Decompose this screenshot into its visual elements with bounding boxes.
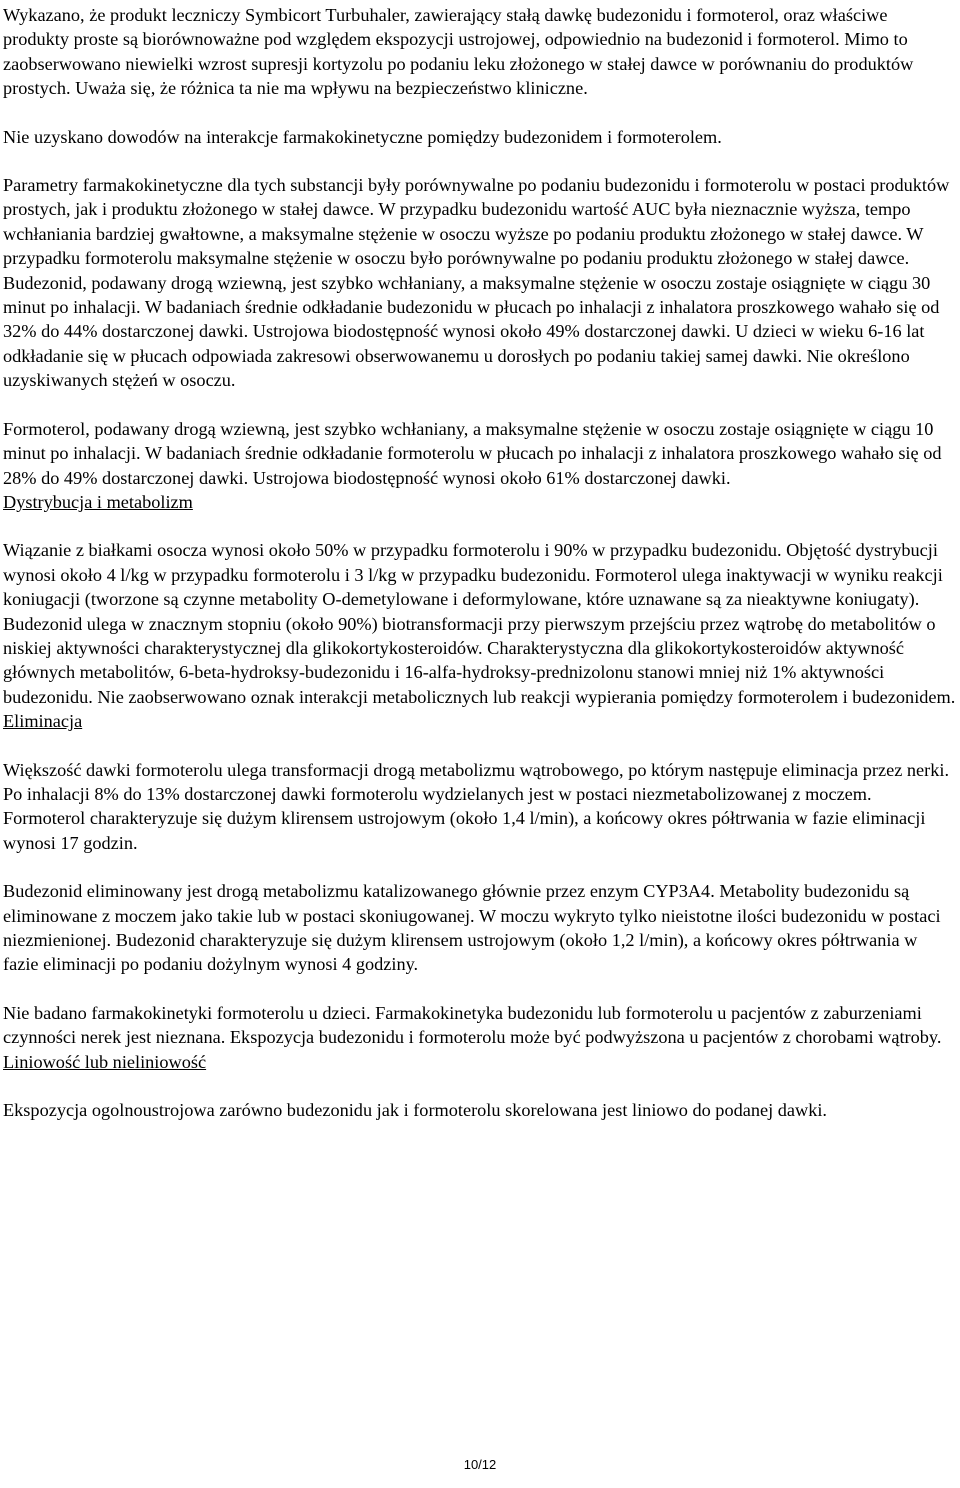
paragraph-elimination-budesonide: Budezonid eliminowany jest drogą metabolizmu katalizowanego głównie przez enzym CYP3A4. Metabolity budezonidu są eliminowane z moczem jako takie lub w postaci skoniugowanej. W moczu wykryto tylko nieistotne ilości budezonidu w postaci niezmienionej. Budezonid charakteryzuje się dużym klirensem ustrojowym (około 1,2 l/min), a końcowy okres półtrwania w fazie eliminacji po podaniu dożylnym wynosi 4 godziny. — [3, 881, 941, 975]
paragraph-elimination-formoterol: Większość dawki formoterolu ulega transformacji drogą metabolizmu wątrobowego, po którym następuje eliminacja przez nerki. Po inhalacji 8% do 13% dostarczonej dawki formoterolu wydzielanych jest w postaci niezmetabolizowanej z moczem. Formoterol charakteryzuje się dużym klirensem ustrojowym (około 1,4 l/min), a końcowy okres półtrwania w fazie eliminacji wynosi 17 godzin. — [3, 759, 950, 853]
paragraph-special-populations: Nie badano farmakokinetyki formoterolu u dzieci. Farmakokinetyka budezonidu lub formoterolu u pacjentów z zaburzeniami czynności nerek jest nieznana. Ekspozycja budezonidu i formoterolu może być podwyższona u pacjentów z chorobami wątroby. — [3, 1002, 942, 1048]
paragraph-distribution-metabolism: Wiązanie z białkami osocza wynosi około 50% w przypadku formoterolu i 90% w przypadku budezonidu. Objętość dystrybucji wynosi około 4 l/kg w przypadku formoterolu i 3 l/kg w przypadku budezonidu. Formoterol ulega inaktywacji w wyniku reakcji koniugacji (tworzone są czynne metabolity O-demetylowane i deformylowane, które uznawane są za nieaktywne koniugaty). Budezonid ulega w znacznym stopniu (około 90%) biotransformacji przy pierwszym przejściu przez wątrobę do metabolitów o niskiej aktywności charakterystycznej dla glikokortykosteroidów. Charakterystyczna dla glikokortykosteroidów aktywność głównych metabolitów, 6-beta-hydroksy-budezonidu i 16-alfa-hydroksy-prednizolonu stanowi mniej niż 1% aktywności budezonidu. Nie zaobserwowano oznak interakcji metabolicznych lub reakcji wypierania pomiędzy formoterolem i budezonidem. — [3, 540, 956, 707]
paragraph-bioequivalence: Wykazano, że produkt leczniczy Symbicort Turbuhaler, zawierający stałą dawkę budezonidu i formoterol, oraz właściwe produkty proste są biorównoważne pod względem ekspozycji ustrojowej, odpowiednio na budezonid i formoterol. Mimo to zaobserwowano niewielki wzrost supresji kortyzolu po podaniu leku złożonego w stałej dawce w porównaniu do produktów prostych. Uważa się, że różnica ta nie ma wpływu na bezpieczeństwo kliniczne. — [3, 5, 914, 99]
heading-distribution-metabolism: Dystrybucja i metabolizm — [3, 491, 193, 512]
heading-linearity: Liniowość lub nieliniowość — [3, 1051, 207, 1072]
heading-elimination: Eliminacja — [3, 711, 83, 732]
document-page — [3, 0, 957, 1122]
paragraph-pk-parameters: Parametry farmakokinetyczne dla tych substancji były porównywalne po podaniu budezonidu i formoterolu w postaci produktów prostych, jak i produktu złożonego w stałej dawce. W przypadku budezonidu wartość AUC była nieznacznie wyższa, tempo wchłaniania bardziej gwałtowne, a maksymalne stężenie w osoczu wyższe po podaniu produktu złożonego w stałej dawce. W przypadku formoterolu maksymalne stężenie w osoczu było porównywalne po podaniu produktu złożonego w stałej dawce. Budezonid, podawany drogą wziewną, jest szybko wchłaniany, a maksymalne stężenie w osoczu zostaje osiągnięte w ciągu 30 minut po inhalacji. W badaniach średnie odkładanie budezonidu w płucach po inhalacji z inhalatora proszkowego wahało się od 32% do 44% dostarczonej dawki. Ustrojowa biodostępność wynosi około 49% dostarczonej dawki. U dzieci w wieku 6-16 lat odkładanie się w płucach odpowiada zakresowi obserwowanemu u dorosłych po podaniu takiej samej dawki. Nie określono uzyskiwanych stężeń w osoczu. — [3, 175, 950, 391]
paragraph-formoterol-absorption: Formoterol, podawany drogą wziewną, jest szybko wchłaniany, a maksymalne stężenie w osoczu zostaje osiągnięte w ciągu 10 minut po inhalacji. W badaniach średnie odkładanie formoterolu w płucach po inhalacji z inhalatora proszkowego wahało się od 28% do 49% dostarczonej dawki. Ustrojowa biodostępność wynosi około 61% dostarczonej dawki. — [3, 418, 942, 488]
paragraph-linearity: Ekspozycja ogolnoustrojowa zarówno budezonidu jak i formoterolu skorelowana jest liniowo do podanej dawki. — [3, 1100, 827, 1121]
paragraph-no-interactions: Nie uzyskano dowodów na interakcje farmakokinetyczne pomiędzy budezonidem i formoterolem. — [3, 126, 722, 147]
page-number: 10/12 — [463, 1457, 497, 1472]
